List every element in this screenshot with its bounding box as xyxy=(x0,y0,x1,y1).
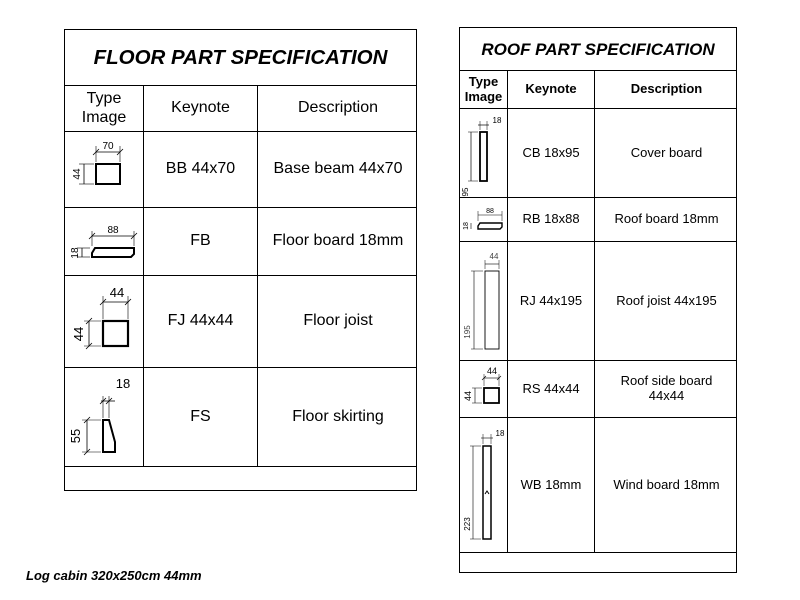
dim-width-label: 70 xyxy=(102,141,114,152)
floor-row-keynote: FB xyxy=(190,232,211,250)
dim-height-label: 18 xyxy=(70,247,81,259)
roof-board-profile-icon xyxy=(460,198,507,241)
roof-row-description: Roof side board 44x44 xyxy=(620,373,713,403)
floor-header-keynote: Keynote xyxy=(171,99,230,117)
roof-row-keynote: WB 18mm xyxy=(520,476,582,492)
floor-header-type-image: Type Image xyxy=(81,90,127,126)
floor-row-keynote: FJ 44x44 xyxy=(167,312,234,330)
dim-width-label: 18 xyxy=(495,429,505,438)
cover-board-profile-icon xyxy=(460,109,507,197)
roof-spec-sheet xyxy=(459,27,737,573)
roof-row-keynote: RJ 44x195 xyxy=(519,292,583,308)
dim-width-label: 44 xyxy=(109,285,125,300)
base-beam-profile-icon xyxy=(65,132,143,207)
dim-height-label: 44 xyxy=(72,168,83,180)
roof-row-description: Roof board 18mm xyxy=(614,211,719,227)
dim-height-label: 44 xyxy=(463,390,473,402)
dim-height-label: 18 xyxy=(463,222,470,230)
floor-row-description: Base beam 44x70 xyxy=(273,160,403,178)
floor-row-keynote: FS xyxy=(190,407,211,425)
roof-spec-title: ROOF PART SPECIFICATION xyxy=(481,39,715,59)
dim-width-label: 18 xyxy=(115,376,131,391)
roof-header-keynote: Keynote xyxy=(525,81,577,97)
roof-row-keynote: RB 18x88 xyxy=(522,211,580,227)
dim-width-label: 44 xyxy=(486,366,498,376)
dim-width-label: 88 xyxy=(107,225,119,236)
floor-joist-profile-icon xyxy=(65,276,143,367)
roof-row-keynote: RS 44x44 xyxy=(522,380,580,396)
dim-width-label: 18 xyxy=(492,116,502,125)
dim-width-label: 88 xyxy=(486,208,494,215)
roof-row-description: Roof joist 44x195 xyxy=(616,292,717,308)
floor-row-description: Floor board 18mm xyxy=(272,232,404,250)
wind-board-profile-icon xyxy=(460,418,507,552)
floor-row-description: Floor skirting xyxy=(292,407,384,425)
dim-height-label: 195 xyxy=(463,325,472,339)
floor-board-profile-icon xyxy=(65,208,143,275)
floor-header-description: Description xyxy=(297,99,379,117)
roof-row-keynote: CB 18x95 xyxy=(522,144,580,160)
roof-header-description: Description xyxy=(630,81,703,97)
roof-header-type-image: Type Image xyxy=(464,73,503,104)
floor-row-description: Floor joist xyxy=(303,312,373,330)
roof-side-board-profile-icon xyxy=(460,361,507,417)
roof-joist-profile-icon xyxy=(460,242,507,360)
floor-skirting-profile-icon xyxy=(65,368,143,466)
floor-row-keynote: BB 44x70 xyxy=(165,160,236,178)
footer-note: Log cabin 320x250cm 44mm xyxy=(26,568,202,583)
floor-spec-sheet xyxy=(64,29,417,491)
dim-height-label: 44 xyxy=(71,326,86,342)
roof-row-description: Wind board 18mm xyxy=(613,476,720,492)
floor-spec-title: FLOOR PART SPECIFICATION xyxy=(93,46,388,69)
dim-height-label: 223 xyxy=(463,517,472,531)
roof-row-description: Cover board xyxy=(630,144,703,160)
dim-height-label: 95 xyxy=(461,187,470,197)
dim-width-label: 44 xyxy=(489,252,499,261)
dim-height-label: 55 xyxy=(68,428,83,444)
